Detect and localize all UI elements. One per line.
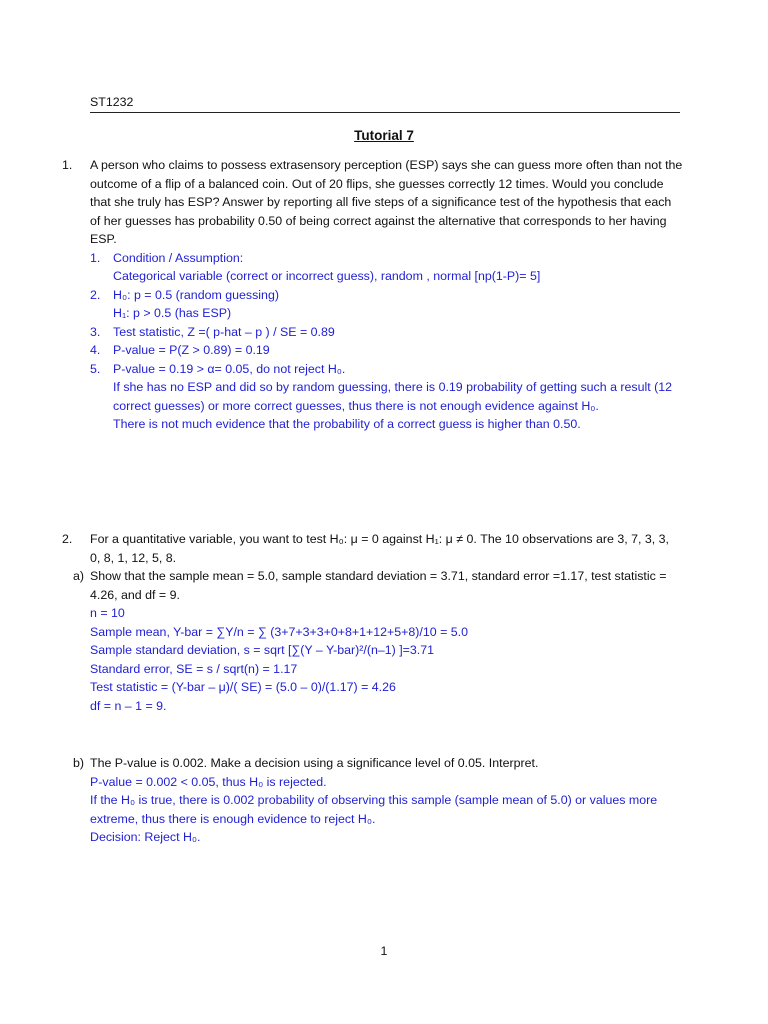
q2b-answer-line: extreme, thus there is enough evidence to reject H₀. [90, 811, 376, 826]
q1-step-number: 2. [90, 287, 101, 302]
q2b-answer-line: P-value = 0.002 < 0.05, thus H₀ is rejected. [90, 774, 327, 789]
q1-step-text: P-value = 0.19 > α= 0.05, do not reject H₀. [113, 361, 346, 376]
q1-step-text: Condition / Assumption: [113, 250, 244, 265]
header-rule [90, 112, 680, 113]
q1-step-number: 1. [90, 250, 101, 265]
q2b-answer-line: If the H₀ is true, there is 0.002 probability of observing this sample (sample mean of 5.0) or values more [90, 793, 658, 807]
q2a-question-line: 4.26, and df = 9. [90, 587, 180, 602]
q2a-answer-line: Test statistic = (Y-bar – μ)/( SE) = (5.0 – 0)/(1.17) = 4.26 [90, 680, 396, 694]
q1-step-text: H₀: p = 0.5 (random guessing) [113, 287, 279, 302]
q1-question-line: that she truly has ESP? Answer by reporting all five steps of a significance test of the hypothesis that each [90, 195, 672, 209]
page-number: 1 [380, 944, 388, 958]
q2a-question-line: Show that the sample mean = 5.0, sample standard deviation = 3.71, standard error =1.17, test statistic = [90, 569, 667, 583]
q1-step-number: 4. [90, 343, 101, 357]
q1-step-text: correct guesses) or more correct guesses, thus there is not enough evidence against H₀. [113, 398, 599, 413]
q1-number: 1. [62, 158, 73, 172]
q2b-answer-line: Decision: Reject H₀. [90, 830, 201, 844]
q1-step-text: P-value = P(Z > 0.89) = 0.19 [113, 343, 270, 357]
q1-question-line: ESP. [90, 232, 117, 246]
q2a-answer-line: Standard error, SE = s / sqrt(n) = 1.17 [90, 661, 298, 676]
q1-step-text: There is not much evidence that the probability of a correct guess is higher than 0.50. [113, 417, 581, 431]
q1-question-line: outcome of a flip of a balanced coin. Out of 20 flips, she guesses correctly 12 times. Would you conclude [90, 176, 664, 191]
q1-step-text: Categorical variable (correct or incorrect guess), random , normal [np(1-P)= 5] [113, 269, 541, 283]
q1-step-text: If she has no ESP and did so by random guessing, there is 0.19 probability of getting such a result (12 [113, 380, 673, 394]
q2-question-line: 0, 8, 1, 12, 5, 8. [90, 550, 177, 565]
course-code: ST1232 [90, 95, 134, 109]
q2b-question: The P-value is 0.002. Make a decision using a significance level of 0.05. Interpret. [90, 756, 539, 770]
q2-question-line: For a quantitative variable, you want to test H₀: μ = 0 against H₁: μ ≠ 0. The 10 observations are 3, 7, 3, 3, [90, 532, 669, 546]
q1-step-text: Test statistic, Z =( p-hat – p ) / SE = 0.89 [113, 324, 335, 339]
q1-step-number: 3. [90, 324, 101, 339]
q2b-label: b) [73, 756, 85, 770]
q1-question-line: A person who claims to possess extrasensory perception (ESP) says she can guess more often than not the [90, 158, 683, 172]
q2a-answer-line: Sample standard deviation, s = sqrt [∑(Y – Y-bar)²/(n–1) ]=3.71 [90, 643, 435, 657]
q2a-answer-line: n = 10 [90, 606, 125, 620]
page-title: Tutorial 7 [354, 128, 414, 143]
q1-step-number: 5. [90, 361, 101, 376]
q2a-answer-line: df = n – 1 = 9. [90, 698, 167, 713]
q2a-label: a) [73, 569, 85, 583]
q2a-answer-line: Sample mean, Y-bar = ∑Y/n = ∑ (3+7+3+3+0+8+1+12+5+8)/10 = 5.0 [90, 624, 468, 639]
q1-question-line: of her guesses has probability 0.50 of being correct against the alternative that corresponds to her having [90, 213, 667, 228]
q1-step-text: H₁: p > 0.5 (has ESP) [113, 306, 232, 320]
q2-number: 2. [62, 532, 73, 546]
